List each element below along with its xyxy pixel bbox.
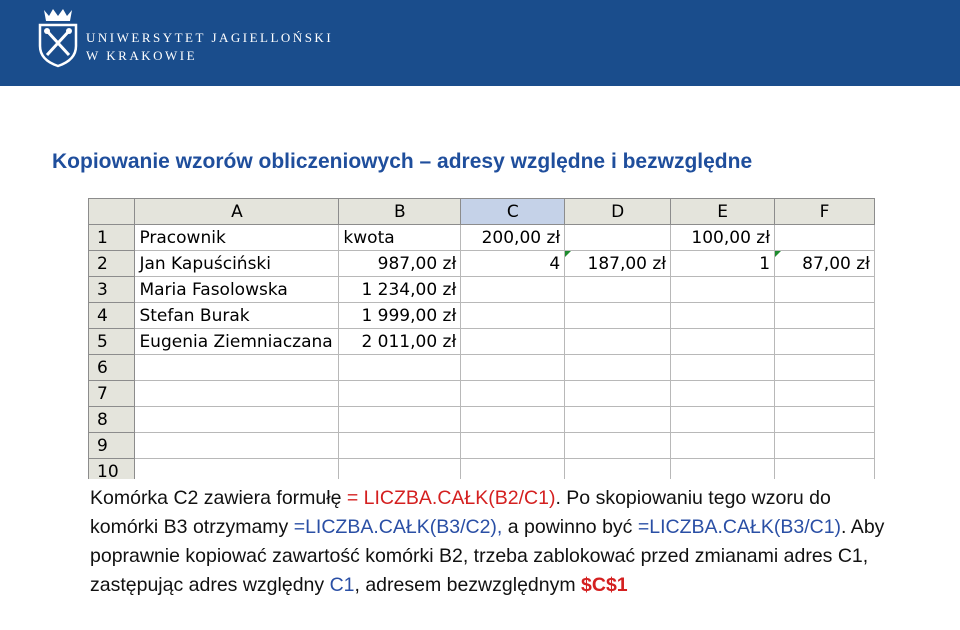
cell-b3[interactable]: 1 234,00 zł [339, 277, 461, 303]
formula-original: = LICZBA.CAŁK(B2/C1) [346, 487, 556, 509]
row-header[interactable]: 1 [89, 225, 135, 251]
cell-a10[interactable] [135, 459, 339, 480]
cell-d5[interactable] [565, 329, 671, 355]
cell-b5[interactable]: 2 011,00 zł [339, 329, 461, 355]
cell-c1[interactable]: 200,00 zł [461, 225, 565, 251]
cell-f7[interactable] [775, 381, 875, 407]
cell-d3[interactable] [565, 277, 671, 303]
column-header-a[interactable]: A [135, 199, 339, 225]
cell-b4[interactable]: 1 999,00 zł [339, 303, 461, 329]
university-name-line2: W KRAKOWIE [86, 48, 198, 63]
university-crest-icon [36, 6, 80, 68]
column-header-f[interactable]: F [775, 199, 875, 225]
row-header[interactable]: 2 [89, 251, 135, 277]
cell-c3[interactable] [461, 277, 565, 303]
cell-b6[interactable] [339, 355, 461, 381]
cell-f9[interactable] [775, 433, 875, 459]
sheet-row [89, 225, 875, 251]
sheet-row [89, 251, 875, 277]
cell-d10[interactable] [565, 459, 671, 480]
sheet-row [89, 277, 875, 303]
university-name-line1: UNIWERSYTET JAGIELLOŃSKI [86, 30, 334, 45]
cell-a2[interactable]: Jan Kapuściński [135, 251, 339, 277]
cell-a3[interactable]: Maria Fasolowska [135, 277, 339, 303]
cell-c9[interactable] [461, 433, 565, 459]
cell-e3[interactable] [671, 277, 775, 303]
cell-a7[interactable] [135, 381, 339, 407]
text-segment: , adresem bezwzględnym [354, 574, 582, 596]
column-header-e[interactable]: E [671, 199, 775, 225]
cell-c5[interactable] [461, 329, 565, 355]
cell-e2[interactable]: 1 [671, 251, 775, 277]
cell-f3[interactable] [775, 277, 875, 303]
column-header-d[interactable]: D [565, 199, 671, 225]
absolute-address: $C$1 [581, 574, 628, 596]
cell-c4[interactable] [461, 303, 565, 329]
sheet-row [89, 407, 875, 433]
cell-a1[interactable]: Pracownik [135, 225, 339, 251]
cell-f10[interactable] [775, 459, 875, 480]
select-all-corner[interactable] [89, 199, 135, 225]
text-segment: . Aby poprawnie kopiować zawartość komórki B2, trzeba zablokować przed zmianami adres C1, zastępując adres względny [90, 516, 885, 596]
spreadsheet-grid [89, 199, 875, 479]
row-header[interactable]: 4 [89, 303, 135, 329]
university-name [86, 29, 333, 65]
text-segment: Komórka C2 zawiera formułę [90, 487, 347, 509]
explanation-paragraph [90, 484, 890, 600]
text-segment: . Po skopiowaniu tego wzoru do komórki B3 otrzymamy [90, 487, 831, 538]
cell-d9[interactable] [565, 433, 671, 459]
cell-c2[interactable]: 4 [461, 251, 565, 277]
cell-f1[interactable] [775, 225, 875, 251]
row-header[interactable]: 10 [89, 459, 135, 480]
relative-address: C1 [329, 574, 355, 596]
cell-e8[interactable] [671, 407, 775, 433]
cell-c6[interactable] [461, 355, 565, 381]
cell-e7[interactable] [671, 381, 775, 407]
sheet-row [89, 329, 875, 355]
cell-a5[interactable]: Eugenia Ziemniaczana [135, 329, 339, 355]
cell-a8[interactable] [135, 407, 339, 433]
cell-f4[interactable] [775, 303, 875, 329]
cell-e10[interactable] [671, 459, 775, 480]
sheet-row [89, 381, 875, 407]
row-header[interactable]: 3 [89, 277, 135, 303]
row-header[interactable]: 7 [89, 381, 135, 407]
sheet-row [89, 459, 875, 480]
formula-copied-wrong: =LICZBA.CAŁK(B3/C2), [293, 516, 503, 538]
column-header-b[interactable]: B [339, 199, 461, 225]
row-header[interactable]: 8 [89, 407, 135, 433]
cell-e6[interactable] [671, 355, 775, 381]
cell-f5[interactable] [775, 329, 875, 355]
cell-d1[interactable] [565, 225, 671, 251]
cell-e1[interactable]: 100,00 zł [671, 225, 775, 251]
cell-d8[interactable] [565, 407, 671, 433]
university-header-bar [0, 0, 960, 86]
cell-f2[interactable]: 87,00 zł [775, 251, 875, 277]
cell-a4[interactable]: Stefan Burak [135, 303, 339, 329]
formula-expected: =LICZBA.CAŁK(B3/C1) [637, 516, 842, 538]
text-segment: a powinno być [502, 516, 638, 538]
cell-d4[interactable] [565, 303, 671, 329]
row-header[interactable]: 9 [89, 433, 135, 459]
cell-c10[interactable] [461, 459, 565, 480]
row-header[interactable]: 6 [89, 355, 135, 381]
cell-d6[interactable] [565, 355, 671, 381]
cell-e5[interactable] [671, 329, 775, 355]
cell-e4[interactable] [671, 303, 775, 329]
column-header-row [89, 199, 875, 225]
sheet-row [89, 433, 875, 459]
cell-d7[interactable] [565, 381, 671, 407]
cell-b2[interactable]: 987,00 zł [339, 251, 461, 277]
column-header-c[interactable]: C [461, 199, 565, 225]
slide-title: Kopiowanie wzorów obliczeniowych – adresy względne i bezwzględne [52, 150, 753, 173]
row-header[interactable]: 5 [89, 329, 135, 355]
sheet-row [89, 303, 875, 329]
cell-b10[interactable] [339, 459, 461, 480]
cell-e9[interactable] [671, 433, 775, 459]
sheet-row [89, 355, 875, 381]
cell-b8[interactable] [339, 407, 461, 433]
cell-c8[interactable] [461, 407, 565, 433]
cell-a9[interactable] [135, 433, 339, 459]
cell-a6[interactable] [135, 355, 339, 381]
cell-b7[interactable] [339, 381, 461, 407]
cell-c7[interactable] [461, 381, 565, 407]
cell-f6[interactable] [775, 355, 875, 381]
cell-f8[interactable] [775, 407, 875, 433]
cell-b9[interactable] [339, 433, 461, 459]
cell-b1[interactable]: kwota [339, 225, 461, 251]
cell-d2[interactable]: 187,00 zł [565, 251, 671, 277]
spreadsheet [88, 198, 875, 479]
